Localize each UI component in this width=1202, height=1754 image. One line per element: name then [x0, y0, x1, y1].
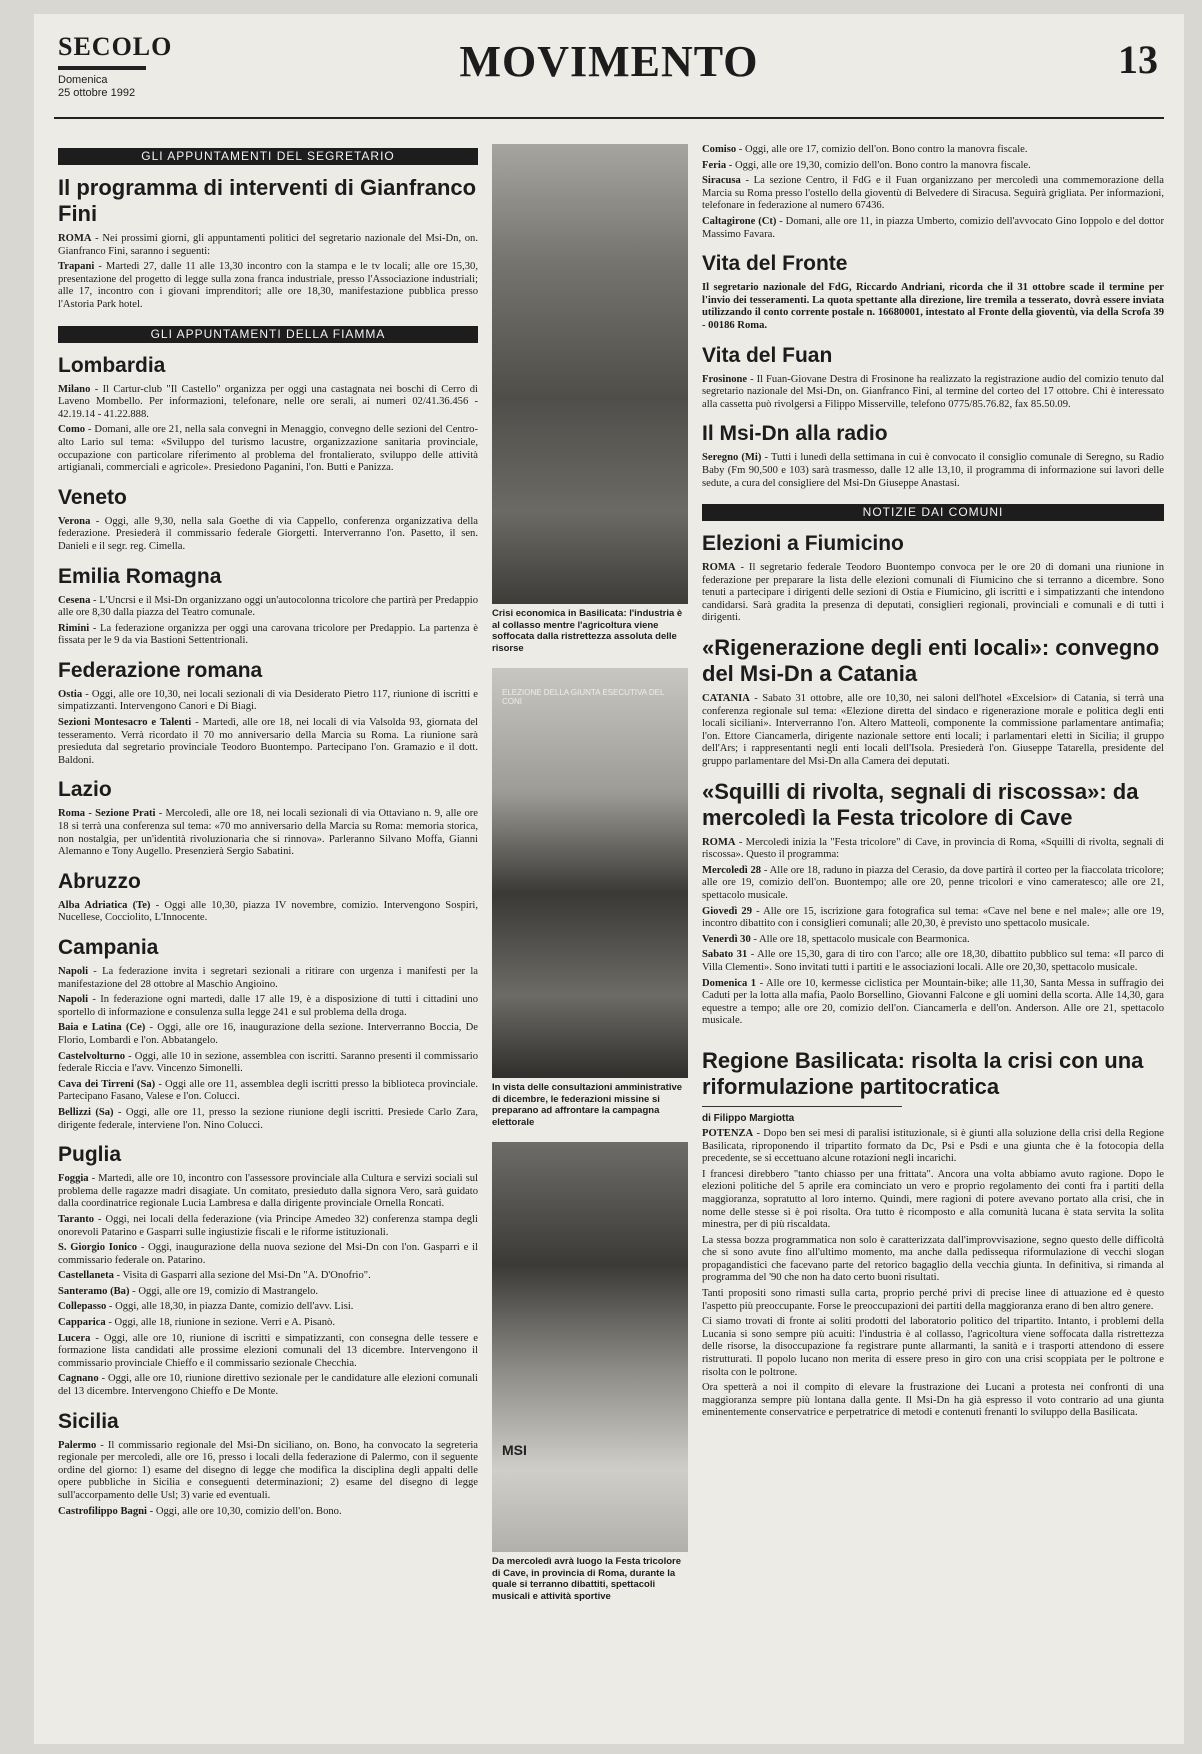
newspaper-logo: SECOLO: [58, 32, 173, 61]
article-paragraph: Napoli - La federazione invita i segretari sezionali a ritirare con urgenza i manifesti per la manifestazione del 28 ottobre al Maschio Angioino.: [58, 966, 478, 990]
newspaper-page: [34, 14, 1184, 1744]
issue-day: Domenica: [58, 74, 108, 86]
article-paragraph: Ora spetterà a noi il compito di elevare la frustrazione dei Lucani a protesta nei confronti di una maggioranza sempre più lontana dalla gente. Il Msi-Dn ha già espresso il voto contrario ad una giunta eminentemente conservatrice e perpetratrice di metodi e contenuti frenanti lo sviluppo della Basilicata.: [702, 1382, 1164, 1419]
article-paragraph: Venerdì 30 - Alle ore 18, spettacolo musicale con Bearmonica.: [702, 933, 970, 945]
article-paragraph: ROMA - Mercoledì inizia la "Festa tricolore" di Cave, in provincia di Roma, «Squilli di rivolta, segnali di riscossa». Questo il programma:: [702, 836, 1164, 861]
article-paragraph: Milano - Il Cartur-club "Il Castello" organizza per oggi una castagnata nei boschi di Cerro di Laveno Mombello. Per informazioni, telefonare, nelle ore serali, ai numeri 02/41.36.456 - 42.19.14 - 41.22.888.: [58, 383, 478, 420]
article-paragraph: Alba Adriatica (Te) - Oggi alle 10,30, piazza IV novembre, comizio. Intervengono Sospiri, Nucellese, Cocciolito, L'Innocente.: [58, 899, 478, 924]
article-paragraph: Sezioni Montesacro e Talenti - Martedì, alle ore 18, nei locali di via Valsolda 93, giornata del tesseramento. Verrà ricordato il 70 mo anniversario della Marcia su Roma. La riunione sarà presieduta dal segretario provinciale Teodoro Buontempo. Partecipano l'on. Gramazio e il dott. Baldoni.: [58, 717, 479, 766]
article-paragraph: Castrofilippo Bagni - Oggi, alle ore 10,30, comizio dell'on. Bono.: [58, 1505, 342, 1517]
article-paragraph: Collepasso - Oggi, alle 18,30, in piazza Dante, comizio dell'avv. Lisi.: [58, 1301, 354, 1313]
headline-veneto: Veneto: [58, 485, 127, 509]
headline-sicilia: Sicilia: [58, 1409, 119, 1433]
article-paragraph: Cesena - L'Uncrsi e il Msi-Dn organizzano oggi un'autocolonna tricolore che partirà per Predappio alle ore 8,30 dalla piazza del Teatro comunale.: [58, 594, 478, 619]
article-paragraph: Bellizzi (Sa) - Oggi, alle ore 11, presso la sezione riunione degli iscritti. Presiede Carlo Zara, dirigente federale, interviene l'on. Nino Colucci.: [58, 1106, 478, 1131]
headline-catania: «Rigenerazione degli enti locali»: convegno del Msi-Dn a Catania: [702, 635, 1160, 687]
article-paragraph: Cava dei Tirreni (Sa) - Oggi alle ore 11, assemblea degli iscritti presso la biblioteca provinciale. Partecipano Fasano, Valese e l'on. Colucci.: [58, 1078, 478, 1103]
headline-abruzzo: Abruzzo: [58, 869, 141, 893]
article-paragraph: POTENZA - Dopo ben sei mesi di paralisi istituzionale, si è giunti alla soluzione della crisi della Regione Basilicata, riproponendo il tripartito formato da Dc, Psi e Psdi e una giunta che è la fotocopia della precedente, se si eccettuano alcune rotazioni negli incarichi.: [702, 1127, 1164, 1165]
article-paragraph: Como - Domani, alle ore 21, nella sala convegni in Menaggio, convegno delle sezioni del Centro-alto Lario sul tema: «Sviluppo del turismo lacustre, organizzazione sanitaria provinciale, occupazione con particolare riferimento al problema del frontalierato, sviluppo delle attività artigianali, commerciali e agricole». Presiedono Paganini, l'on. Butti e Panizza.: [58, 424, 478, 474]
masthead: [54, 22, 1164, 119]
article-paragraph: Ci siamo trovati di fronte ai soliti prodotti del laboratorio politico del tripartito. Intanto, i problemi della Lucania si sono sempre più acuiti: l'industria è al collasso, l'agricoltura viene soffocata dalla ristrettezza delle risorse, la disoccupazione fa registrare punte allarmanti, la sanità e i trasporti attendono di essere ristrutturati. Il popolo lucano non merita di essere preso in giro con una crisi scoppiata per le poltrone e risolta con le poltrone.: [702, 1316, 1164, 1378]
photo-caption: Crisi economica in Basilicata: l'industria è al collasso mentre l'agricoltura viene soffocata dalla ristrettezza assoluta delle risorse: [492, 608, 683, 654]
column-photos: [492, 144, 688, 1616]
article-paragraph: Domenica 1 - Alle ore 10, kermesse ciclistica per Mountain-bike; alle 11,30, Santa Messa in suffragio dei Caduti per la lotta alla mafia, Paolo Borsellino, Giovanni Falcone e gli uomini della scorta. Alle 14,30, gara equestre a tempo; alle ore 20, comizio dell'on. Ciancamerla e dell'on. Anderson. Alle ore 21, spettacolo musicale.: [702, 977, 1164, 1027]
headline-vita-fronte: Vita del Fronte: [702, 252, 848, 276]
column-right: [702, 144, 1164, 1423]
article-paragraph: Napoli - In federazione ogni martedì, dalle 17 alle 19, è a disposizione di tutti i cittadini uno sportello di informazione e consulenza sulla legge 241 e sul problema della droga.: [58, 994, 478, 1018]
article-paragraph: ROMA - Il segretario federale Teodoro Buontempo convoca per le ore 20 di domani una riunione in federazione per preparare la lista delle elezioni comunali di Fiumicino che si terranno a dicembre. Sono tenuti a partecipare i dirigenti delle sezioni di Ostia e Fiumicino, gli iscritti e i simpatizzanti che intendono candidarsi. Sarà gradita la presenza di deputati, consiglieri regionali, provinciali e comunali e di tutti i dirigenti.: [702, 562, 1164, 624]
article-paragraph: ROMA - Nei prossimi giorni, gli appuntamenti politici del segretario nazionale del Msi-Dn, on. Gianfranco Fini, saranno i seguenti:: [58, 233, 478, 257]
headline-federazione-romana: Federazione romana: [58, 658, 263, 682]
section-title: MOVIMENTO: [459, 37, 759, 86]
section-bar-segretario: GLI APPUNTAMENTI DEL SEGRETARIO: [58, 148, 478, 165]
headline-fini: Il programma di interventi di Gianfranco Fini: [58, 175, 477, 226]
article-paragraph: Rimini - La federazione organizza per oggi una carovana tricolore per Predappio. La partenza è fissata per le 9 da via Bastioni Settentrionali.: [58, 622, 478, 647]
headline-lazio: Lazio: [58, 778, 112, 802]
article-paragraph: Lucera - Oggi, alle ore 10, riunione di iscritti e simpatizzanti, con consegna delle tessere e formazione lista candidati alle prossime elezioni comunali del 13 dicembre. Intervengono il commissario provinciale Chieffo e il commissario sezionale Checchia.: [58, 1332, 478, 1369]
article-paragraph: Roma - Sezione Prati - Mercoledì, alle ore 18, nei locali sezionali di via Ottaviano n. 9, alle ore 18 si terrà una conferenza sul tema: «70 mo anniversario della Marcia su Roma: memoria storica, non nostalgia, per un'identità rivoluzionaria che si rinnova». Parleranno Silvano Moffa, Gianni Alemanno e Tony Augello. Presenzierà Sergio Sabatini.: [58, 808, 478, 858]
article-paragraph: CATANIA - Sabato 31 ottobre, alle ore 10,30, nei saloni dell'hotel «Excelsior» di Catania, si terrà una conferenza regionale sul tema: «Elezione diretta del sindaco e rigenerazione morale e politica degli enti locali siciliani». Interverranno l'on. Altero Matteoli, componente la commissione parlamentare antimafia; l'on. Ettore Ciancamerla, dirigente nazionale settore enti locali; i parlamentari eletti in Sicilia; il gruppo dell'Ars; i rappresentanti negli enti locali dell'Isola. Presiederà l'on. Giuseppe Tatarella, presidente del gruppo parlamentare del Msi-Dn alla Camera dei deputati.: [702, 693, 1164, 768]
article-paragraph: Foggia - Martedì, alle ore 10, incontro con l'assessore provinciale alla Cultura e servizi sociali sul problema delle ragazze madri disagiate. Un comitato, presieduto dalla signora Vero, sarà guidato dalla coordinatrice regionale Lucia Lambresa e dalla dirigente provinciale Ornella Roncati.: [58, 1173, 478, 1210]
headline-basilicata: Regione Basilicata: risolta la crisi con una riformulazione partitocratica: [702, 1047, 1144, 1099]
article-paragraph: Sabato 31 - Alle ore 15,30, gara di tiro con l'arco; alle ore 18,30, dibattito pubblico sul tema: «Il parco di Villa Clementi». Sono invitati tutti i partiti e le associazioni locali. Alle ore 20,30, spettacolo musicale.: [702, 949, 1164, 973]
photo-festival: [492, 1142, 688, 1552]
issue-date-text: 25 ottobre 1992: [58, 87, 136, 99]
article-paragraph: Castellaneta - Visita di Gasparri alla sezione del Msi-Dn "A. D'Onofrio".: [58, 1270, 371, 1282]
headline-lombardia: Lombardia: [58, 353, 166, 377]
article-paragraph: Castelvolturno - Oggi, alle 10 in sezione, assemblea con iscritti. Saranno presenti il commissario federale Riccia e l'avv. Vincenzo Simonelli.: [58, 1050, 478, 1075]
headline-radio: Il Msi-Dn alla radio: [702, 422, 888, 446]
article-paragraph: La stessa bozza programmatica non solo è caratterizzata dall'improvvisazione, segno questo delle difficoltà che si sono avute fino all'ultimo momento, ma anche dalla pedissequa riformulazione di vecchi slogan propagandistici che facevano parte del retorico bagaglio della vecchia giunta. In definitiva, si rimanda al programma del '90 che non ha dato certo buoni risultati.: [702, 1234, 1164, 1284]
photo-caption: Da mercoledì avrà luogo la Festa tricolore di Cave, in provincia di Roma, durante la quale si terranno dibattiti, spettacoli musicali e attività sportive: [492, 1556, 682, 1602]
article-paragraph: Il segretario nazionale del FdG, Riccardo Andriani, ricorda che il 31 ottobre scade il termine per l'invio dei tesseramenti. La quota spettante alla direzione, lire tremila a tesserato, dovrà essere inviata utilizzando il conto corrente postale n. 16680001, intestato al Fronte della gioventù, via della Scrofa 39 - 00186 Roma.: [702, 282, 1164, 331]
article-paragraph: Trapani - Martedì 27, dalle 11 alle 13,30 incontro con la stampa e le tv locali; alle ore 15,30, presentazione del progetto di legge sulla zona franca industriale, presso l'Associazione industriali; alle 17, incontro con i giovani imprenditori; alle ore 18,30, manifestazione pubblica presso l'Astoria Park hotel.: [58, 261, 478, 310]
article-paragraph: Baia e Latina (Ce) - Oggi, alle ore 16, inaugurazione della sezione. Interverranno Boccia, De Florio, Lombardi e l'on. Abbatangelo.: [58, 1022, 479, 1046]
headline-cave: «Squilli di rivolta, segnali di riscossa»: da mercoledì la Festa tricolore di Cave: [702, 778, 1139, 830]
photo-landscape: [492, 144, 688, 604]
photo-polling-station: [492, 668, 688, 1078]
section-bar-comuni: NOTIZIE DAI COMUNI: [702, 504, 1164, 521]
headline-puglia: Puglia: [58, 1143, 122, 1167]
article-paragraph: S. Giorgio Ionico - Oggi, inaugurazione della nuova sezione del Msi-Dn con l'on. Gasparri e il commissario federale on. Patarino.: [58, 1242, 479, 1266]
article-paragraph: Feria - Oggi, alle ore 19,30, comizio dell'on. Bono contro la manovra fiscale.: [702, 159, 1031, 171]
section-bar-fiamma: GLI APPUNTAMENTI DELLA FIAMMA: [58, 326, 478, 343]
article-paragraph: Palermo - Il commissario regionale del Msi-Dn siciliano, on. Bono, ha convocato la segreteria regionale per mercoledì, alle ore 16, presso i locali della federazione di Palermo, con il seguente ordine del giorno: 1) esame del disegno di legge che modifica la disciplina degli appalti delle opere pubbliche in Sicilia e conseguenti determinazioni; 2) esame del disegno di legge sull'accorpamento delle Usl; 3) varie ed eventuali.: [58, 1439, 478, 1501]
article-paragraph: Seregno (Mi) - Tutti i lunedì della settimana in cui è convocato il consiglio comunale di Seregno, su Radio Baby (Fm 90,500 e 103) sarà trasmesso, dalle 12 alle 13,10, il programma di informazione sui lavori delle sedute, a cura del consigliere del Msi-Dn Giuseppe Anastasi.: [702, 452, 1164, 489]
headline-emilia: Emilia Romagna: [58, 564, 222, 588]
article-paragraph: Siracusa - La sezione Centro, il FdG e il Fuan organizzano per mercoledì una commemorazione della Marcia su Roma presso l'ostello della gioventù di Belvedere di Siracusa. Seguirà grigliata. Per informazioni, telefonare in federazione al numero 67436.: [702, 175, 1164, 212]
article-paragraph: Frosinone - Il Fuan-Giovane Destra di Frosinone ha realizzato la registrazione audio del comizio tenuto dal segretario nazionale del Msi-Dn, on. Gianfranco Fini, al termine del corteo del 17 ottobre. Chi è interessato alla cassetta può rivolgersi a Filippo Misserville, telefono 0775/85.76.82, fax 85.50.09.: [702, 373, 1164, 410]
column-left: [58, 144, 478, 1521]
article-paragraph: Caltagirone (Ct) - Domani, alle ore 11, in piazza Umberto, comizio dell'avvocato Gino Ioppolo e del dottor Massimo Favara.: [702, 215, 1164, 240]
article-paragraph: Comiso - Oggi, alle ore 17, comizio dell'on. Bono contro la manovra fiscale.: [702, 144, 1028, 155]
article-byline: di Filippo Margiotta: [702, 1106, 902, 1124]
headline-fiumicino: Elezioni a Fiumicino: [702, 532, 904, 556]
article-paragraph: I francesi direbbero "tanto chiasso per una frittata". Ancora una volta abbiamo avuto ragione. Dopo le elezioni politiche del 5 aprile era cominciato un vero e proprio regolamento dei conti fra i partiti della maggioranza, sopratutto al loro interno. Quindi, mere ragioni di potere avevano portato alla crisi, che in nome delle stesse si è poi risolta. Ora tutto è ricomposto e alla comunità lucana è stata servita la solita minestra, per di più riscaldata.: [702, 1168, 1164, 1231]
photo-sign-text: MSI: [502, 1442, 527, 1458]
article-paragraph: Mercoledì 28 - Alle ore 18, raduno in piazza del Cerasio, da dove partirà il corteo per la fiaccolata tricolore; alle ore 19, comizio dell'on. Buontempo; alle ore 20, penne tricolori e vino cameratesco; alle ore 21, spettacolo musicale.: [702, 864, 1164, 901]
headline-campania: Campania: [58, 936, 159, 959]
article-paragraph: Ostia - Oggi, alle ore 10,30, nei locali sezionali di via Desiderato Pietro 117, riunione di iscritti e simpatizzanti. Intervengono Canori e Di Biagi.: [58, 688, 478, 713]
photo-sign-text: ELEZIONE DELLA GIUNTA ESECUTIVA DEL CONI: [502, 688, 665, 706]
article-paragraph: Taranto - Oggi, nei locali della federazione (via Principe Amedeo 32) conferenza stampa degli onorevoli Patarino e Gasparri sulle ingiustizie fiscali e le riforme istituzionali.: [58, 1213, 478, 1238]
article-paragraph: Cagnano - Oggi, alle ore 10, riunione direttivo sezionale per le candidature alle elezioni comunali del 13 dicembre. Intervengono Chieffo e De Monte.: [58, 1373, 478, 1398]
article-paragraph: Capparica - Oggi, alle 18, riunione in sezione. Verri e A. Pisanò.: [58, 1317, 335, 1329]
article-paragraph: Tanti propositi sono rimasti sulla carta, proprio perché privi di precise linee di attuazione ed è questo l'aspetto più preoccupante. Forse le preoccupazioni dei partiti della maggioranza erano di ben altro genere.: [702, 1288, 1164, 1312]
article-paragraph: Santeramo (Ba) - Oggi, alle ore 19, comizio di Mastrangelo.: [58, 1285, 319, 1297]
photo-caption: In vista delle consultazioni amministrative di dicembre, le federazioni missine si preparano ad affrontare la campagna elettorale: [492, 1082, 683, 1128]
headline-vita-fuan: Vita del Fuan: [702, 343, 833, 367]
article-paragraph: Giovedì 29 - Alle ore 15, iscrizione gara fotografica sul tema: «Cave nel bene e nel male»; alle ore 19, incontro dibattito con i consiglieri comunali; alle 20,30, è previsto uno spettacolo musicale.: [702, 905, 1164, 930]
article-paragraph: Verona - Oggi, alle 9,30, nella sala Goethe di via Cappello, conferenza organizzativa della federazione. Presiederà il commissario federale Giorgetti. Interverranno l'on. Pasetto, il sen. Danieli e il segr. reg. Cimella.: [58, 515, 478, 552]
page-number: 13: [1118, 37, 1158, 82]
